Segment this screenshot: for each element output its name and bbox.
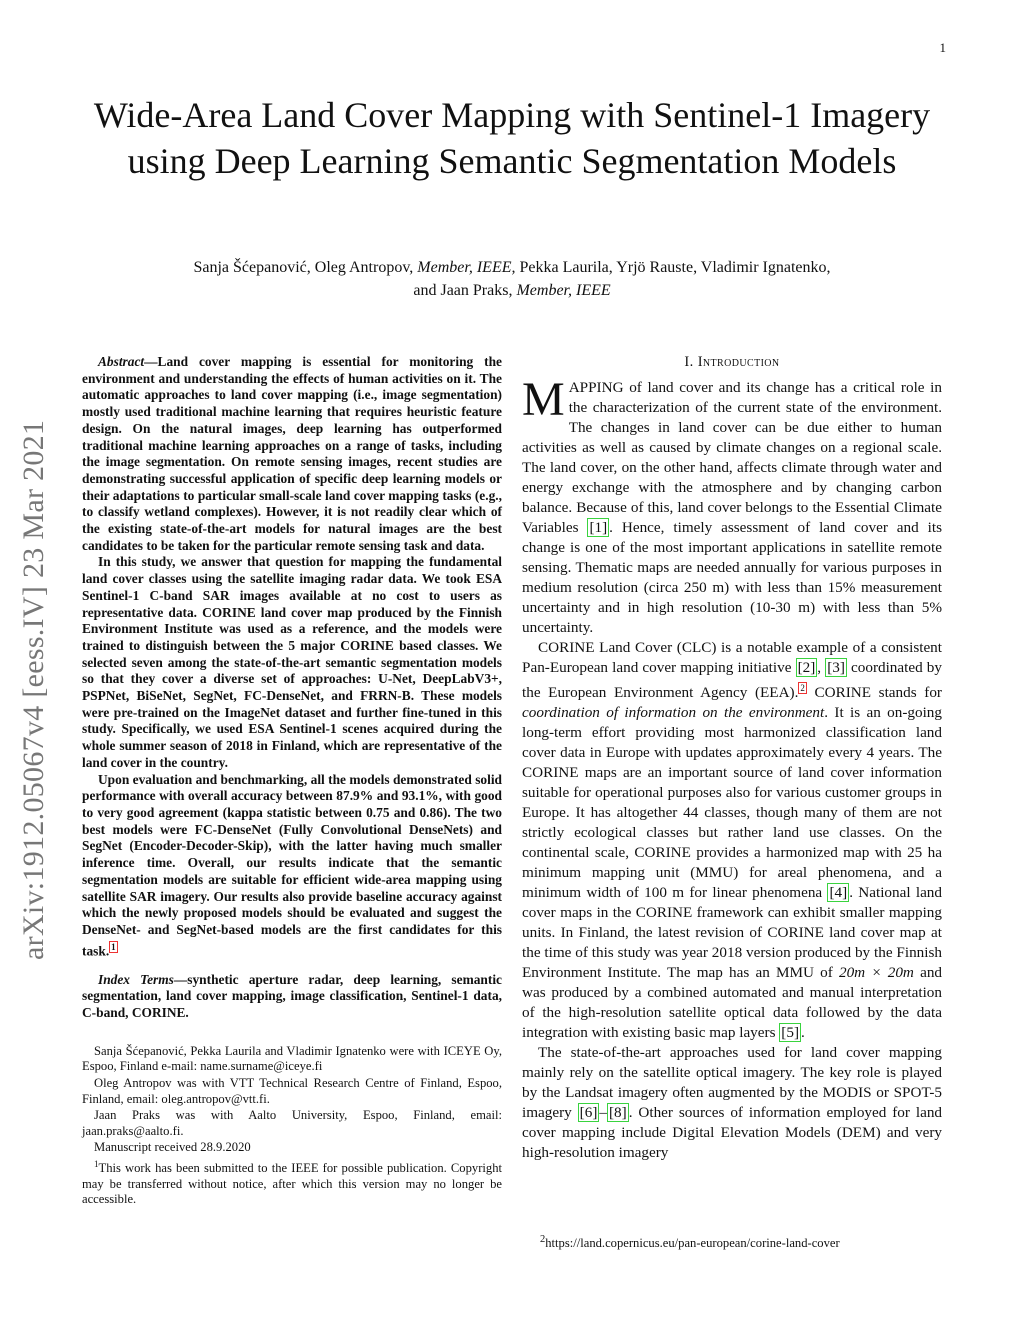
affiliation-footnotes — [82, 1044, 502, 1208]
intro-p1-text: of land cover and its change has a critical role in the characterization of the current state of the environment. The changes in land cover can be due either to human activities as well as caused by climate changes on a regional scale. The land cover, on the other hand, affects climate through water and energy exchange with the atmosphere and by changing carbon balance. Because of this, land cover belongs to the Essential Climate Variables — [522, 379, 942, 536]
citation-1[interactable]: [1] — [589, 519, 608, 536]
footnote-1 — [82, 1157, 502, 1208]
intro-p2-sep: , — [817, 659, 826, 676]
footnote-2-url[interactable]: https://land.copernicus.eu/pan-european/corine-land-cover — [545, 1236, 840, 1251]
intro-p2-e: . National land cover maps in the CORINE framework can exhibit smaller mapping units. In Finland, the latest revision of CORINE land cover map at the time of this study was year 2018 version produced by the Finnish Environment Institute. The map has an MMU of — [522, 884, 942, 982]
citation-5[interactable]: [5] — [781, 1024, 800, 1042]
abstract-p1-text: Land cover mapping is essential for monitoring the environment and understanding the effects of human activities on it. The automatic approaches to land cover mapping (i.e., image segmentation) mostly used traditional machine learning that requires heuristic feature design. On the natural images, deep learning has outperformed traditional machine learning approaches on a range of tasks, including the image segmentation. On remote sensing images, recent studies are demonstrating successful application of specific deep learning models or their adaptations to particular small-scale land cover mapping tasks (e.g., to classify wetland complexes). However, it is not readily clear which of the existing state-of-the-art models for natural images are the best candidates to be taken for the particular remote sensing task and data. — [82, 354, 502, 553]
intro-p2 — [522, 638, 942, 1043]
intro-p2-c: CORINE stands for — [806, 684, 942, 702]
drop-cap: M — [522, 373, 565, 426]
abstract-label: Abstract — [98, 354, 145, 369]
right-column — [522, 352, 942, 1163]
authors-member2: Member, IEEE — [516, 282, 611, 299]
intro-p2-d: . It is an on-going long-term effort providing most harmonized classification land cover data in Europe with updates approximately every 4 years. The CORINE maps are an important source of land cover information suitable for operational purposes also for various customer groups in Europe. It has altogether 44 classes, though many of them are not strictly ecological classes but rather land use classes. On the continental scale, CORINE provides a harmonized map with 25 ha minimum mapping unit (MMU) for areal phenomena, and a minimum width of 100 m for linear phenomena — [522, 704, 942, 902]
abstract-p3-text: Upon evaluation and benchmarking, all the models demonstrated solid performance with overall accuracy between 87.9% and 93.1%, with good to very good agreement (kappa statistic between 0.75 and 0.86). The two best models were FC-DenseNet (Fully Convolutional DenseNets) and SegNet (Encoder-Decoder-Skip), with the latter having much smaller inference time. Overall, our results indicate that the semantic segmentation models are suitable for efficient wide-area mapping using satellite SAR imagery. Our results also provide baseline accuracy against which the newly proposed models should be evaluated and suggest the DenseNet- and SegNet-based models are the first candidates for this task. — [82, 771, 502, 959]
citation-4[interactable]: [4] — [829, 884, 848, 902]
abstract-p2: In this study, we answer that question for mapping the fundamental land cover classes using the satellite imaging radar data. We took ESA Sentinel-1 C-band SAR images available at no cost to users as representative data. CORINE land cover map produced by the Finnish Environment Institute was used as a reference, and the models were trained to distinguish between the 5 major CORINE based classes. We selected seven among the state-of-the-art semantic segmentation models so that they cover a diverse set of approaches: U-Net, DeepLabV3+, PSPNet, BiSeNet, SegNet, FC-DenseNet, and FRRN-B. These models were pre-trained on the ImageNet dataset and further fine-tuned in this study. Specifically, we used ESA Sentinel-1 scenes acquired during the whole summer season of 2018 in Finland, which are representative of the land cover in the country. — [82, 554, 502, 770]
index-terms-text: synthetic aperture radar, deep learning, semantic segmentation, land cover mapping, image classification, Sentinel-1 data, C-band, CORINE. — [82, 971, 502, 1021]
authors-part1: Sanja Šćepanović, Oleg Antropov, — [193, 259, 418, 276]
footnote-1-mark: 1 — [94, 1159, 99, 1170]
left-column — [82, 354, 502, 1209]
intro-p3 — [522, 1043, 942, 1163]
citation-2[interactable]: [2] — [797, 659, 816, 676]
citation-3[interactable]: [3] — [827, 659, 845, 676]
arxiv-stamp: arXiv:1912.05067v4 [eess.IV] 23 Mar 2021 — [17, 419, 50, 960]
citation-6[interactable]: [6] — [579, 1104, 598, 1122]
intro-p3-b: . Other sources of information employed for land cover mapping include Digital Elevation Models (DEM) and very high-resolution imagery — [522, 1104, 943, 1162]
page-number: 1 — [939, 40, 946, 55]
mmu-math: 20m × 20m — [838, 964, 914, 982]
abstract-p1: Abstract—Land cover mapping is essential for monitoring the environment and understanding the effects of human activities on it. The automatic approaches to land cover mapping (i.e., image segmentation) mostly used traditional machine learning that requires heuristic feature design. On the natural images, deep learning has outperformed traditional machine learning approaches on a range of tasks, including the image segmentation. On remote sensing images, recent studies are demonstrating successful application of specific deep learning models or their adaptations to particular small-scale land cover mapping tasks (e.g., to classify wetland complexes). However, it is not readily clear which of the existing state-of-the-art models for natural images are the best candidates to be taken for the particular remote sensing task and data. — [82, 354, 502, 553]
intro-p2-a: CORINE Land Cover (CLC) is a notable example of a consistent Pan-European land cover mapping initiative — [522, 639, 942, 676]
paper-title: Wide-Area Land Cover Mapping with Sentinel-1 Imagery using Deep Learning Semantic Segmentation Models — [93, 95, 931, 181]
section-title: Introduction — [697, 354, 780, 370]
index-terms: Index Terms—synthetic aperture radar, deep learning, semantic segmentation, land cover mapping, image classification, Sentinel-1 data, C-band, CORINE. — [82, 971, 502, 1021]
intro-p2-g: . — [801, 1024, 805, 1042]
authors-part2: Pekka Laurila, Yrjö Rauste, Vladimir Ignatenko, — [515, 259, 831, 276]
footnote-affil-2: Oleg Antropov was with VTT Technical Research Centre of Finland, Espoo, Finland, email: oleg.antropov@vtt.fi. — [82, 1076, 502, 1106]
footnote-affil-1: Sanja Šćepanović, Pekka Laurila and Vladimir Ignatenko were with ICEYE Oy, Espoo, Finland e-mail: name.surname@iceye.fi — [82, 1043, 502, 1074]
intro-p1 — [522, 373, 942, 638]
footnote-link-2[interactable]: 2 — [800, 683, 805, 693]
intro-p2-f: and was produced by a combined automated and manual interpretation of the high-resolution satellite optical data followed by the data integration with existing basic map layers — [522, 964, 943, 1042]
author-list — [70, 256, 954, 302]
intro-p2-italic: coordination of information on the environment — [522, 704, 825, 722]
citation-8[interactable]: [8] — [608, 1104, 627, 1122]
authors-member1: Member, IEEE, — [417, 259, 516, 276]
footnote-1-text: This work has been submitted to the IEEE for possible publication. Copyright may be transferred without notice, after which this version may no longer be accessible. — [82, 1161, 502, 1207]
intro-lead: APPING — [568, 379, 624, 396]
footnote-2 — [540, 1234, 840, 1251]
footnote-manuscript: Manuscript received 28.9.2020 — [94, 1140, 251, 1155]
intro-p1-end: . Hence, timely assessment of land cover and its change is one of the most important applications in satellite remote sensing. Thematic maps are needed annually for various purposes in medium resolution (circa 250 m) with less than 15% measurement uncertainty and in high resolution (10-30 m) with less than 5% uncertainty. — [522, 519, 942, 636]
intro-p3-dash: – — [599, 1104, 607, 1122]
authors-part3: and Jaan Praks, — [413, 282, 517, 299]
section-number: I. — [684, 354, 698, 370]
section-heading — [522, 352, 942, 372]
footnote-affil-3: Jaan Praks was with Aalto University, Espoo, Finland, email: jaan.praks@aalto.fi. — [82, 1108, 502, 1138]
index-terms-label: Index Terms — [98, 971, 174, 987]
abstract — [82, 354, 502, 960]
footnote-2-mark: 2 — [540, 1234, 546, 1245]
intro-p2-b: coordinated by the European Environment Agency (EEA). — [522, 659, 942, 702]
abstract-p3 — [82, 772, 502, 960]
footnote-link-1[interactable]: 1 — [111, 941, 116, 952]
intro-p3-a: The state-of-the-art approaches used for land cover mapping mainly rely on the satellite optical imagery. The key role is played by the Landsat imagery often augmented by the MODIS or SPOT-5 imagery — [522, 1044, 942, 1122]
